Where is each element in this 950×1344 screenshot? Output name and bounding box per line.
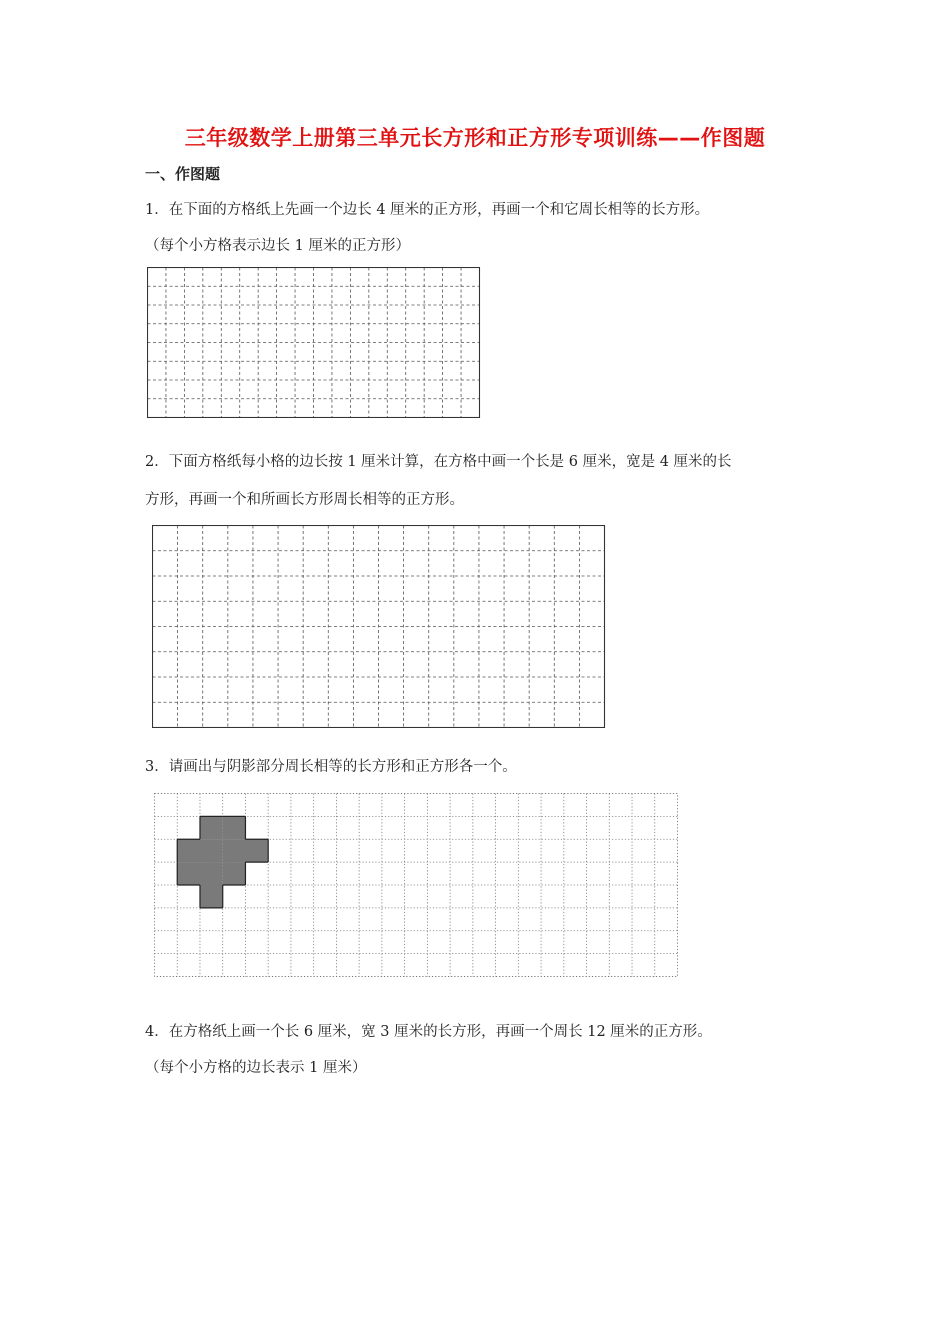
- section-heading: 一、作图题: [145, 165, 221, 183]
- grid-paper-2[interactable]: [152, 525, 606, 728]
- shaded-cell: [200, 885, 223, 908]
- question-3-text: 3．请画出与阴影部分周长相等的长方形和正方形各一个。: [145, 759, 517, 775]
- shaded-cell: [223, 839, 246, 862]
- shaded-cell: [177, 862, 200, 885]
- shaded-cell: [200, 839, 223, 862]
- question-1-text: 1．在下面的方格纸上先画一个边长 4 厘米的正方形，再画一个和它周长相等的长方形。: [145, 202, 710, 218]
- question-4-note: （每个小方格的边长表示 1 厘米）: [145, 1060, 367, 1076]
- shaded-cell: [223, 816, 246, 839]
- grid-paper-1[interactable]: [147, 267, 481, 418]
- question-2-text: 2．下面方格纸每小格的边长按 1 厘米计算，在方格中画一个长是 6 厘米，宽是 4 厘米的长: [145, 454, 732, 470]
- shaded-cell: [200, 816, 223, 839]
- question-1-note: （每个小方格表示边长 1 厘米的正方形）: [145, 238, 410, 254]
- shaded-cell: [245, 839, 268, 862]
- shaded-cell: [177, 839, 200, 862]
- question-4-text: 4．在方格纸上画一个长 6 厘米，宽 3 厘米的长方形，再画一个周长 12 厘米的正方形。: [145, 1024, 712, 1040]
- grid-paper-3[interactable]: [154, 793, 679, 977]
- shaded-cell: [200, 862, 223, 885]
- page-title: 三年级数学上册第三单元长方形和正方形专项训练——作图题: [184, 126, 766, 150]
- question-2-text-cont: 方形，再画一个和所画长方形周长相等的正方形。: [145, 492, 464, 508]
- shaded-cell: [223, 862, 246, 885]
